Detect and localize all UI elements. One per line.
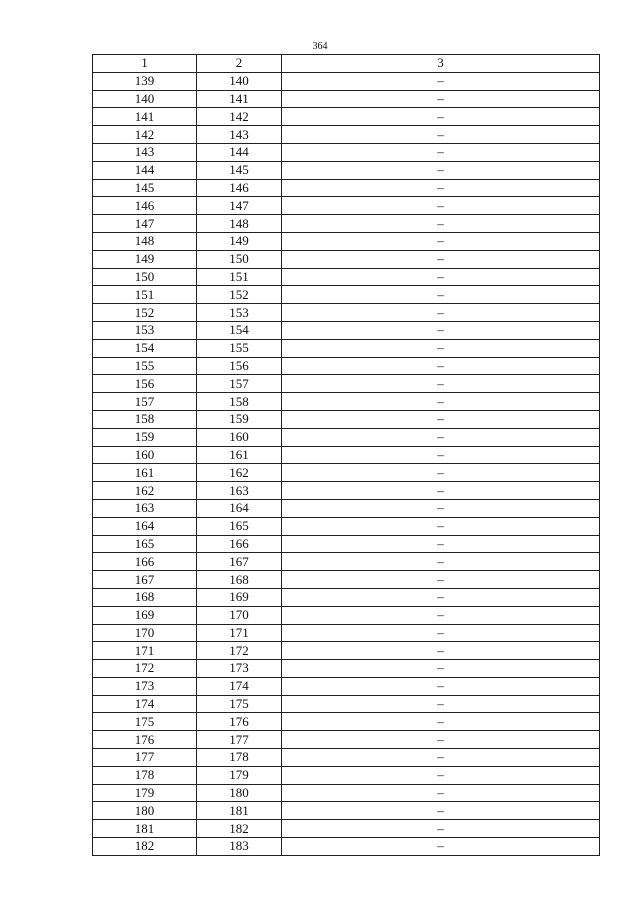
table-cell-col-1: 172 <box>93 660 197 678</box>
table-row <box>93 215 600 233</box>
table-cell-col-3: – <box>282 393 600 411</box>
table-cell-col-2: 176 <box>197 713 282 731</box>
table-cell-col-2: 169 <box>197 588 282 606</box>
table-cell-col-2: 148 <box>197 215 282 233</box>
table-cell-col-1: 177 <box>93 749 197 767</box>
table-cell-col-3: – <box>282 339 600 357</box>
table-cell-col-3: – <box>282 660 600 678</box>
table-cell-col-1: 160 <box>93 446 197 464</box>
table-cell-col-3: – <box>282 321 600 339</box>
table-cell-col-1: 145 <box>93 179 197 197</box>
table-cell-col-2: 175 <box>197 695 282 713</box>
table-cell-col-2: 177 <box>197 731 282 749</box>
table-cell-col-1: 181 <box>93 820 197 838</box>
table-cell-col-3: – <box>282 410 600 428</box>
table-row <box>93 72 600 90</box>
table-row <box>93 713 600 731</box>
table-cell-col-1: 171 <box>93 642 197 660</box>
table-cell-col-1: 143 <box>93 143 197 161</box>
table-cell-col-2: 162 <box>197 464 282 482</box>
table-row <box>93 304 600 322</box>
table-cell-col-3: – <box>282 232 600 250</box>
table-cell-col-2: 170 <box>197 606 282 624</box>
table-cell-col-2: 154 <box>197 321 282 339</box>
table-cell-col-3: – <box>282 606 600 624</box>
table-cell-col-2: 149 <box>197 232 282 250</box>
table-cell-col-3: – <box>282 499 600 517</box>
page-number: 364 <box>312 41 328 52</box>
table-cell-col-1: 167 <box>93 571 197 589</box>
table-body <box>93 72 600 855</box>
table-row <box>93 838 600 856</box>
table-cell-col-1: 139 <box>93 72 197 90</box>
table-row <box>93 517 600 535</box>
table-cell-col-1: 144 <box>93 161 197 179</box>
table-cell-col-2: 141 <box>197 90 282 108</box>
table-cell-col-2: 182 <box>197 820 282 838</box>
table-cell-col-1: 153 <box>93 321 197 339</box>
table-cell-col-2: 142 <box>197 108 282 126</box>
table-cell-col-3: – <box>282 428 600 446</box>
table-row <box>93 410 600 428</box>
table-cell-col-1: 147 <box>93 215 197 233</box>
table-cell-col-2: 173 <box>197 660 282 678</box>
table-cell-col-1: 166 <box>93 553 197 571</box>
table-cell-col-1: 176 <box>93 731 197 749</box>
table-cell-col-2: 166 <box>197 535 282 553</box>
table-cell-col-2: 140 <box>197 72 282 90</box>
table-row <box>93 642 600 660</box>
column-header-3: 3 <box>282 55 600 73</box>
table-row <box>93 321 600 339</box>
table-cell-col-1: 155 <box>93 357 197 375</box>
table-cell-col-1: 157 <box>93 393 197 411</box>
table-cell-col-2: 157 <box>197 375 282 393</box>
table-cell-col-3: – <box>282 838 600 856</box>
table-cell-col-1: 142 <box>93 126 197 144</box>
table-row <box>93 482 600 500</box>
table-cell-col-2: 150 <box>197 250 282 268</box>
table-cell-col-3: – <box>282 624 600 642</box>
table-row <box>93 268 600 286</box>
table-cell-col-1: 141 <box>93 108 197 126</box>
table-row <box>93 588 600 606</box>
table-cell-col-1: 163 <box>93 499 197 517</box>
table-cell-col-1: 182 <box>93 838 197 856</box>
table-row <box>93 731 600 749</box>
table-row <box>93 695 600 713</box>
table-cell-col-3: – <box>282 642 600 660</box>
table-cell-col-3: – <box>282 464 600 482</box>
table-row <box>93 749 600 767</box>
table-cell-col-2: 181 <box>197 802 282 820</box>
table-row <box>93 357 600 375</box>
table-cell-col-3: – <box>282 766 600 784</box>
table-cell-col-2: 164 <box>197 499 282 517</box>
column-header-2: 2 <box>197 55 282 73</box>
table-cell-col-3: – <box>282 286 600 304</box>
table-row <box>93 660 600 678</box>
table-cell-col-3: – <box>282 802 600 820</box>
table-row <box>93 571 600 589</box>
table-cell-col-3: – <box>282 304 600 322</box>
table-cell-col-2: 171 <box>197 624 282 642</box>
table-cell-col-2: 163 <box>197 482 282 500</box>
table-cell-col-1: 179 <box>93 784 197 802</box>
table-row <box>93 499 600 517</box>
table-cell-col-3: – <box>282 571 600 589</box>
table-header-row <box>93 55 600 73</box>
table-cell-col-3: – <box>282 731 600 749</box>
table-cell-col-3: – <box>282 446 600 464</box>
table-row <box>93 606 600 624</box>
table-row <box>93 428 600 446</box>
table-row <box>93 553 600 571</box>
table-cell-col-2: 179 <box>197 766 282 784</box>
table-cell-col-2: 146 <box>197 179 282 197</box>
table-cell-col-1: 148 <box>93 232 197 250</box>
table-cell-col-2: 159 <box>197 410 282 428</box>
table-cell-col-2: 153 <box>197 304 282 322</box>
table-cell-col-1: 165 <box>93 535 197 553</box>
table-row <box>93 161 600 179</box>
table-cell-col-2: 183 <box>197 838 282 856</box>
table-row <box>93 535 600 553</box>
table-row <box>93 232 600 250</box>
table-cell-col-2: 143 <box>197 126 282 144</box>
table-cell-col-3: – <box>282 143 600 161</box>
table-row <box>93 179 600 197</box>
table-cell-col-1: 158 <box>93 410 197 428</box>
table-cell-col-1: 168 <box>93 588 197 606</box>
column-header-1: 1 <box>93 55 197 73</box>
table-cell-col-1: 170 <box>93 624 197 642</box>
table-cell-col-3: – <box>282 90 600 108</box>
table-cell-col-2: 156 <box>197 357 282 375</box>
table-row <box>93 108 600 126</box>
table-row <box>93 624 600 642</box>
table-row <box>93 197 600 215</box>
table-cell-col-1: 156 <box>93 375 197 393</box>
table-row <box>93 464 600 482</box>
table-cell-col-3: – <box>282 482 600 500</box>
table-cell-col-2: 172 <box>197 642 282 660</box>
table-cell-col-1: 175 <box>93 713 197 731</box>
table-row <box>93 90 600 108</box>
table-cell-col-3: – <box>282 250 600 268</box>
table-cell-col-3: – <box>282 553 600 571</box>
table-cell-col-1: 151 <box>93 286 197 304</box>
table-row <box>93 286 600 304</box>
table-cell-col-1: 152 <box>93 304 197 322</box>
table-cell-col-3: – <box>282 179 600 197</box>
table-cell-col-2: 168 <box>197 571 282 589</box>
table-cell-col-3: – <box>282 535 600 553</box>
table-cell-col-3: – <box>282 72 600 90</box>
table-cell-col-1: 150 <box>93 268 197 286</box>
table-cell-col-3: – <box>282 357 600 375</box>
table-row <box>93 126 600 144</box>
table-row <box>93 393 600 411</box>
table-cell-col-2: 144 <box>197 143 282 161</box>
table-row <box>93 339 600 357</box>
table-row <box>93 677 600 695</box>
table-cell-col-1: 161 <box>93 464 197 482</box>
table-cell-col-3: – <box>282 215 600 233</box>
table-cell-col-2: 167 <box>197 553 282 571</box>
table-cell-col-2: 147 <box>197 197 282 215</box>
table-cell-col-3: – <box>282 197 600 215</box>
table-row <box>93 375 600 393</box>
table-row <box>93 820 600 838</box>
table-cell-col-2: 180 <box>197 784 282 802</box>
table-row <box>93 250 600 268</box>
table-cell-col-3: – <box>282 588 600 606</box>
table-cell-col-3: – <box>282 161 600 179</box>
table-cell-col-3: – <box>282 126 600 144</box>
table-cell-col-3: – <box>282 784 600 802</box>
table-cell-col-3: – <box>282 695 600 713</box>
table-cell-col-3: – <box>282 713 600 731</box>
table-cell-col-2: 178 <box>197 749 282 767</box>
table-cell-col-1: 140 <box>93 90 197 108</box>
table-cell-col-3: – <box>282 108 600 126</box>
table-cell-col-1: 174 <box>93 695 197 713</box>
table-cell-col-2: 160 <box>197 428 282 446</box>
table-cell-col-1: 154 <box>93 339 197 357</box>
table-row <box>93 446 600 464</box>
table-cell-col-1: 173 <box>93 677 197 695</box>
table-cell-col-2: 155 <box>197 339 282 357</box>
table-cell-col-1: 169 <box>93 606 197 624</box>
table-cell-col-3: – <box>282 268 600 286</box>
table-cell-col-3: – <box>282 677 600 695</box>
table-cell-col-3: – <box>282 517 600 535</box>
table-cell-col-2: 174 <box>197 677 282 695</box>
table-cell-col-1: 149 <box>93 250 197 268</box>
table-cell-col-1: 178 <box>93 766 197 784</box>
data-table <box>92 54 600 856</box>
table-cell-col-2: 158 <box>197 393 282 411</box>
table-cell-col-3: – <box>282 749 600 767</box>
table-cell-col-2: 152 <box>197 286 282 304</box>
table-row <box>93 784 600 802</box>
table-cell-col-2: 145 <box>197 161 282 179</box>
table-cell-col-2: 165 <box>197 517 282 535</box>
table-cell-col-3: – <box>282 820 600 838</box>
table-row <box>93 802 600 820</box>
table-cell-col-1: 164 <box>93 517 197 535</box>
table-cell-col-1: 146 <box>93 197 197 215</box>
table-cell-col-3: – <box>282 375 600 393</box>
table-cell-col-2: 151 <box>197 268 282 286</box>
table-cell-col-1: 180 <box>93 802 197 820</box>
table-cell-col-2: 161 <box>197 446 282 464</box>
table-cell-col-1: 159 <box>93 428 197 446</box>
table-cell-col-1: 162 <box>93 482 197 500</box>
table-row <box>93 766 600 784</box>
table-row <box>93 143 600 161</box>
